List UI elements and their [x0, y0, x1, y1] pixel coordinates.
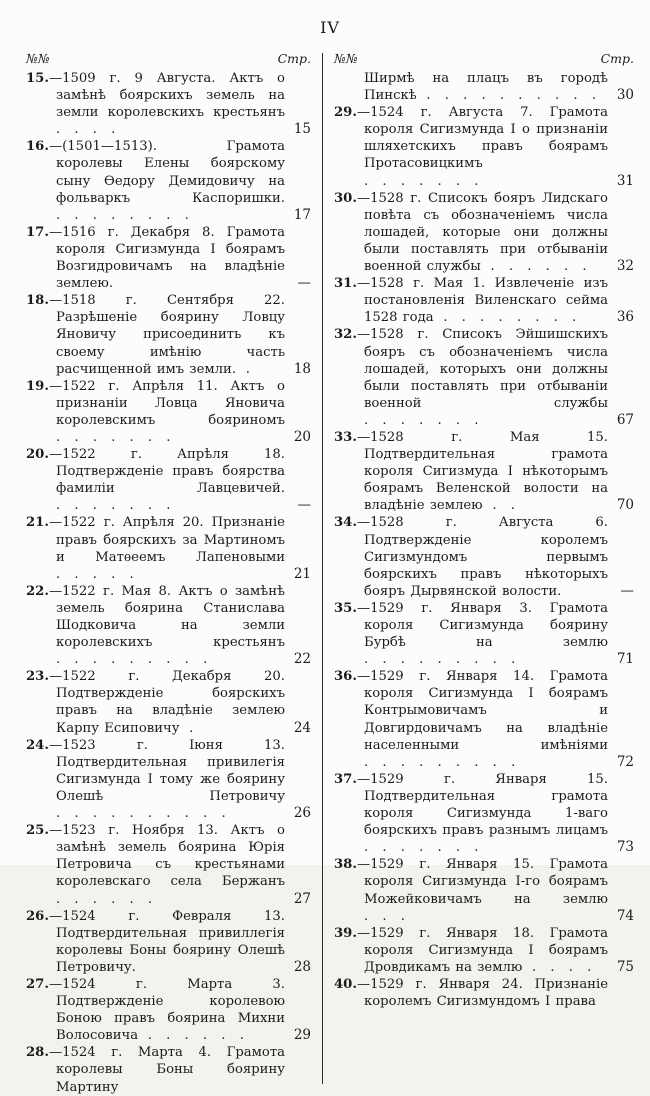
entry-page-number: 72: [616, 753, 634, 770]
entry-text: —1522 г. Апрѣля 20. Признаніе правъ боярскихъ за Мартиномъ и Матѳеемъ Лапеновыми: [48, 515, 285, 565]
column-header-left: [26, 51, 311, 66]
dot-leader: . . . . . . . . .: [364, 652, 520, 668]
entry-text: —1523 г. Ноября 13. Актъ о замѣнѣ земель боярина Юрія Петровича съ крестьянами королевскаго села Бержанъ: [48, 823, 285, 890]
entry-page-number: 28: [293, 958, 311, 975]
entry-page-number: 20: [293, 428, 311, 445]
dot-leader: . . . . . .: [138, 1028, 249, 1044]
entry-number: 21.: [26, 515, 49, 531]
entry-page-number: 21: [293, 565, 311, 582]
toc-entry: [26, 583, 311, 668]
column-header-page-label: Стр.: [277, 51, 311, 66]
toc-entry: [334, 514, 634, 599]
entry-text: —1528 г. Августа 6. Подтвержденіе королемъ Сигизмундомъ первымъ боярскихъ правъ нѣкоторыхъ бояръ Дырвянской волости.: [356, 515, 608, 599]
entry-number: 26.: [26, 908, 49, 924]
entry-number: 17.: [26, 224, 49, 240]
toc-column-right: [323, 51, 634, 1096]
entry-page-number: 30: [616, 87, 634, 104]
entry-page-number: 26: [293, 805, 311, 822]
dot-leader: . . . . . . . . . .: [56, 806, 231, 822]
toc-entry: [334, 70, 634, 104]
entry-number: 37.: [334, 771, 357, 787]
toc-entry: [334, 925, 634, 976]
entry-page-number: 24: [293, 719, 311, 736]
entry-text: —1529 г. Января 3. Грамота короля Сигизмунда боярину Бурбѣ на землю: [356, 600, 608, 651]
entry-page-number: 22: [293, 651, 311, 668]
entry-number: 20.: [26, 447, 49, 463]
dot-leader: . . . .: [522, 959, 596, 975]
entry-page-number: 15: [293, 121, 311, 138]
entry-page-number: 18: [293, 360, 311, 377]
entry-number: 31.: [334, 276, 357, 292]
dot-leader: . . . . . .: [56, 891, 157, 907]
entry-page-number: 31: [616, 172, 634, 189]
entry-number: 19.: [26, 378, 49, 394]
entry-text: —1529 г. Января 15. Грамота короля Сигизмунда I-го боярамъ Можейковичамъ на землю: [356, 857, 608, 907]
entry-text: —1529 г. Января 24. Признаніе королемъ Сигизмундомъ I права: [356, 976, 608, 1010]
entry-text: Ширмѣ на плацъ въ городѣ Пинскѣ: [364, 71, 608, 104]
toc-entry: [334, 326, 634, 429]
entry-number: 16.: [26, 139, 49, 155]
entry-text: —1528 г. Списокъ Эйшишскихъ бояръ съ обозначеніемъ числа лошадей, которыхъ они должны были поставлять при отбываніи военной службы: [356, 327, 608, 411]
toc-entry: [334, 429, 634, 514]
entry-number: 34.: [334, 515, 357, 531]
toc-entry: [26, 224, 311, 292]
entry-page-number: —: [297, 275, 311, 292]
two-column-layout: [26, 51, 634, 1096]
entry-number: 24.: [26, 737, 49, 753]
entry-text: —1524 г. Августа 7. Грамота короля Сигизмунда I о признаніи шляхетскихъ правъ боярамъ Протасовицкимъ: [356, 105, 608, 172]
dot-leader: . . . . . . . . .: [56, 652, 212, 668]
entry-number: 23.: [26, 669, 49, 685]
entry-number: 22.: [26, 583, 49, 599]
dot-leader: .: [236, 361, 255, 377]
entry-page-number: 71: [616, 651, 634, 668]
entry-text: —1524 г. Марта 3. Подтвержденіе королевою Боною правъ боярина Михни Волосовича: [48, 976, 285, 1044]
toc-entry: [26, 737, 311, 822]
entry-text: —1516 г. Декабря 8. Грамота короля Сигизмунда I боярамъ Возгидровичамъ на владѣніе землею.: [48, 224, 285, 292]
entry-page-number: 70: [616, 497, 634, 514]
entry-page-number: 36: [616, 309, 634, 326]
dot-leader: . . . . . . .: [364, 840, 483, 856]
dot-leader: . . . . . . . . . .: [416, 88, 601, 104]
toc-entry: [334, 668, 634, 771]
entry-text: —1522 г. Декабря 20. Подтвержденіе боярскихъ правъ на владѣніе землею Карпу Есиповичу: [48, 669, 285, 736]
entry-text: —1524 г. Марта 4. Грамота королевы Боны боярину Мартину: [48, 1045, 285, 1095]
entry-page-number: 17: [293, 206, 311, 223]
toc-entry: [334, 275, 634, 326]
entry-number: 18.: [26, 293, 49, 309]
dot-leader: . . . . . . .: [364, 173, 483, 189]
entry-number: 36.: [334, 669, 357, 685]
column-header-page-label: Стр.: [600, 51, 634, 66]
toc-entry: [26, 378, 311, 446]
toc-entry: [26, 446, 311, 514]
entry-page-number: 27: [293, 890, 311, 907]
entry-page-number: 29: [293, 1027, 311, 1044]
entry-page-number: 75: [616, 958, 634, 975]
dot-leader: . . . .: [56, 122, 120, 138]
entry-number: 27.: [26, 976, 49, 992]
entry-text: —1524 г. Февраля 13. Подтвердительная привиллегія королевы Боны боярину Олешѣ Петровичу.: [48, 908, 285, 975]
entry-text: —1522 г. Апрѣля 11. Актъ о признаніи Ловца Яновича королевскимъ бояриномъ: [48, 378, 285, 428]
dot-leader: . . . . . . .: [364, 412, 483, 428]
dot-leader: . . . . . .: [480, 259, 592, 275]
toc-entry: [26, 514, 311, 582]
entry-number: 15.: [26, 71, 49, 86]
dot-leader: . . . . . . .: [56, 429, 175, 445]
toc-entries-right: [334, 70, 634, 1010]
entry-text: —1509 г. 9 Августа. Актъ о замѣнѣ боярскихъ земель на земли королевскихъ крестьянъ: [48, 71, 285, 121]
entry-number: 33.: [334, 429, 357, 445]
dot-leader: . .: [482, 498, 520, 514]
toc-entry: [334, 104, 634, 189]
dot-leader: . . . . . . . .: [433, 310, 581, 326]
toc-entry: [26, 138, 311, 223]
entry-page-number: 74: [616, 907, 634, 924]
toc-entry: [26, 908, 311, 976]
entry-number: 38.: [334, 857, 357, 873]
dot-leader: .: [179, 720, 198, 736]
entry-text: —1529 г. Января 15. Подтвердительная грамота короля Сигизмунда 1-ваго боярскихъ правъ разнымъ лицамъ: [356, 771, 608, 839]
dot-leader: . . . . . . . .: [56, 207, 194, 223]
entry-text: —1523 г. Іюня 13. Подтвердительная привилегія Сигизмунда I тому же боярину Олешѣ Петровичу: [48, 737, 285, 804]
toc-entry: [26, 668, 311, 736]
entry-number: 29.: [334, 105, 357, 121]
entry-number: 25.: [26, 823, 49, 839]
entry-number: 32.: [334, 327, 357, 343]
entry-text: —1528 г. Списокъ бояръ Лидскаго повѣта съ обозначеніемъ числа лошадей, которые они должны были поставлять при отбываніи военной службы: [356, 190, 608, 275]
toc-entry: [334, 856, 634, 924]
toc-entry: [26, 1044, 311, 1095]
entry-text: —(1501—1513). Грамота королевы Елены боярскому сыну Ѳедору Демидовичу на фольваркъ Каспоришки.: [48, 139, 285, 206]
entry-text: —1518 г. Сентября 22. Разрѣшеніе боярину Ловцу Яновичу присоединить къ своему имѣнію часть расчищенной имъ земли.: [48, 293, 285, 377]
toc-entry: [334, 976, 634, 1010]
entry-text: —1529 г. Января 14. Грамота короля Сигизмунда I боярамъ Контрымовичамъ и Довгирдовичамъ на владѣніе населенными имѣніями: [356, 669, 608, 753]
column-header-number-label: №№: [334, 51, 358, 66]
entry-text: —1528 г. Мая 15. Подтвердительная грамота короля Сигизмуда I нѣкоторымъ боярамъ Веленской волости на владѣніе землею: [356, 429, 608, 514]
entry-page-number: 67: [616, 411, 634, 428]
toc-entry: [334, 600, 634, 668]
entry-text: —1529 г. Января 18. Грамота короля Сигизмунда I боярамъ Дровдикамъ на землю: [356, 925, 608, 975]
entry-text: —1528 г. Мая 1. Извлеченіе изъ постановленія Виленскаго сейма 1528 года: [356, 276, 608, 326]
toc-entry: [26, 976, 311, 1044]
entry-number: 40.: [334, 976, 357, 992]
page-folio-roman: IV: [320, 18, 340, 37]
entry-number: 30.: [334, 190, 357, 206]
entry-text: —1522 г. Апрѣля 18. Подтвержденіе правъ боярства фамиліи Лавцевичей.: [48, 447, 285, 497]
toc-entry: [26, 70, 311, 138]
toc-entry: [334, 771, 634, 856]
entry-page-number: —: [620, 582, 634, 599]
entry-page-number: 73: [616, 839, 634, 856]
entry-number: 35.: [334, 600, 357, 616]
dot-leader: . . . . . . . . .: [364, 754, 520, 770]
entry-page-number: —: [297, 497, 311, 514]
entry-number: 28.: [26, 1045, 49, 1061]
entry-page-number: 32: [616, 258, 634, 275]
toc-entry: [334, 190, 634, 275]
toc-column-left: [26, 51, 322, 1096]
entry-number: 39.: [334, 925, 357, 941]
column-header-right: [334, 51, 634, 66]
dot-leader: . . . . .: [56, 566, 139, 582]
toc-entry: [26, 292, 311, 377]
toc-entries-left: [26, 70, 311, 1096]
dot-leader: . . . . . . .: [56, 498, 175, 514]
entry-text: —1522 г. Мая 8. Актъ о замѣнѣ земель боярина Станислава Шодковича на земли королевскихъ крестьянъ: [48, 583, 285, 651]
dot-leader: . . .: [364, 908, 410, 924]
column-header-number-label: №№: [26, 51, 50, 66]
